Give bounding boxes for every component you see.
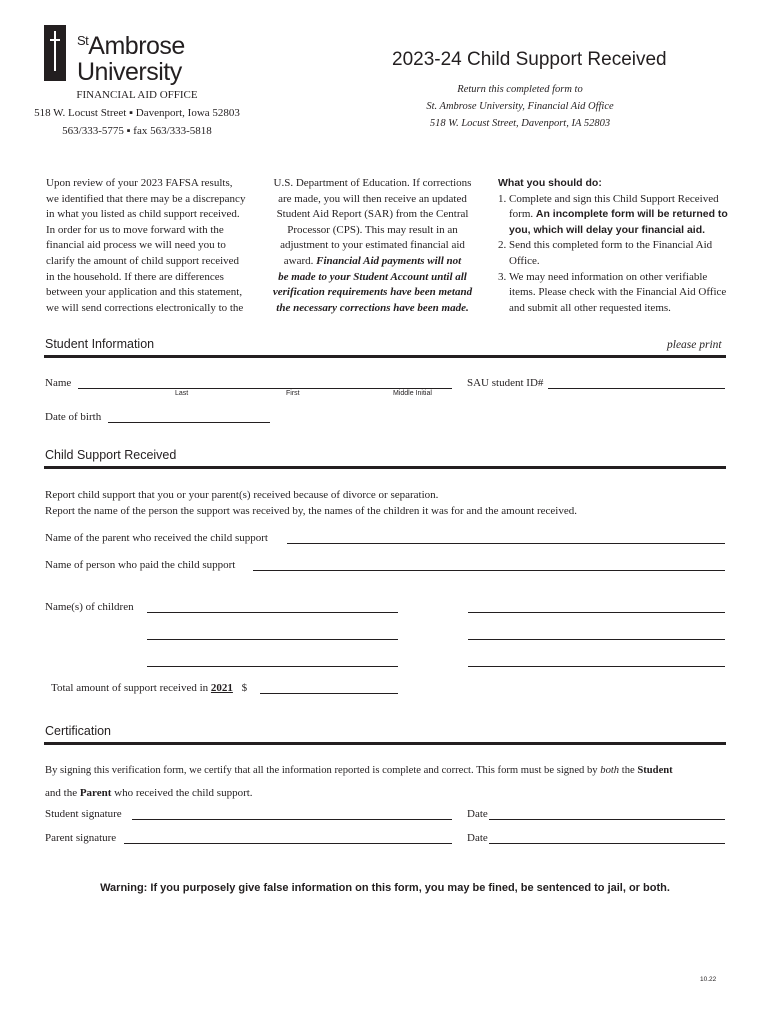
student-date-label: Date [467,808,488,820]
logo-wordmark: $^{St}$Ambrose University [77,32,185,86]
form-title: 2023-24 Child Support Received [392,49,667,70]
child-name-field-3[interactable] [147,628,398,640]
payer-label: Name of person who paid the child support [45,559,236,571]
instruction-2: Report the name of the person the support was received by, the names of the children it was for and the amount received. [45,505,577,517]
total-support-label: Total amount of support received in 2021 $ [51,682,248,694]
certification-text-1: By signing this verification form, we certify that all the information reported is complete and correct. This form must be signed by both the Student [45,765,673,776]
intro-column-1: Upon review of your 2023 FAFSA results, we identified that there may be a discrepancy in what you listed as child support received. In order for us to move forward with the financial aid process we will need you to clarify the amount of child support received in the household. If there are differences between your application and this statement, we will send corrections electronically to the [46,177,246,314]
instruction-1: Report child support that you or your parent(s) received because of divorce or separation. [45,489,439,501]
name-label: Name [45,377,72,389]
child-support-title: Child Support Received [45,448,177,462]
step-1: 1. Complete and sign this Child Support Received form. An incomplete form will be returned to you, which will delay your financial aid. [498,192,728,236]
child-name-field-2[interactable] [468,601,725,613]
parent-received-field[interactable] [287,532,725,544]
children-label: Name(s) of children [45,601,134,613]
parent-signature-label: Parent signature [45,832,117,844]
section-rule [44,466,726,469]
payer-field[interactable] [253,559,725,571]
dob-field[interactable] [108,411,270,423]
name-field[interactable] [78,377,452,389]
university-logo [44,25,204,86]
dob-label: Date of birth [45,411,102,423]
section-rule [44,742,726,745]
office-name: FINANCIAL AID OFFICE [76,89,198,101]
student-date-field[interactable] [489,808,725,820]
child-name-field-4[interactable] [468,628,725,640]
step-2: 2. Send this completed form to the Financial Aid Office. [498,239,713,267]
step-3: 3. We may need information on other verifiable items. Please check with the Financial Aid Office and submit all other requested items. [498,270,727,314]
parent-date-label: Date [467,832,488,844]
student-signature-label: Student signature [45,808,122,820]
child-name-field-1[interactable] [147,601,398,613]
intro-column-2: U.S. Department of Education. If corrections are made, you will then receive an updated Student Aid Report (SAR) from the Central Processor (CPS). This may result in an adjustment to your estimated financial aid award. Financial Aid payments will not be made to your Student Account until all verification requirements have been metand the necessary corrections have been made. [272,177,473,314]
certification-text-2: and the Parent who received the child support. [45,787,253,799]
office-address-block [22,86,252,140]
sau-id-field[interactable] [548,377,725,389]
certification-title: Certification [45,724,111,738]
what-you-should-do [498,176,728,316]
parent-signature-field[interactable] [124,832,452,844]
child-name-field-6[interactable] [468,655,725,667]
student-info-title: Student Information [45,337,155,351]
office-phone: 563/333-5775 ▪ fax 563/333-5818 [62,125,212,137]
section-rule [44,355,726,358]
return-address-block: Return this completed form to St. Ambrose University, Financial Aid Office 518 W. Locust Street, Davenport, IA 52803 [426,84,614,129]
child-name-field-5[interactable] [147,655,398,667]
sau-id-label: SAU student ID# [467,377,544,389]
parent-date-field[interactable] [489,832,725,844]
parent-received-label: Name of the parent who received the child support [45,532,268,544]
total-support-field[interactable] [260,682,398,694]
please-print-note: please print [667,339,722,351]
office-address: 518 W. Locust Street ▪ Davenport, Iowa 52803 [34,107,240,119]
warning-notice: Warning: If you purposely give false information on this form, you may be fined, be sentenced to jail, or both. [100,882,670,894]
revision-code: 10.22 [700,976,717,983]
what-title: What you should do: [498,177,602,189]
student-signature-field[interactable] [132,808,452,820]
